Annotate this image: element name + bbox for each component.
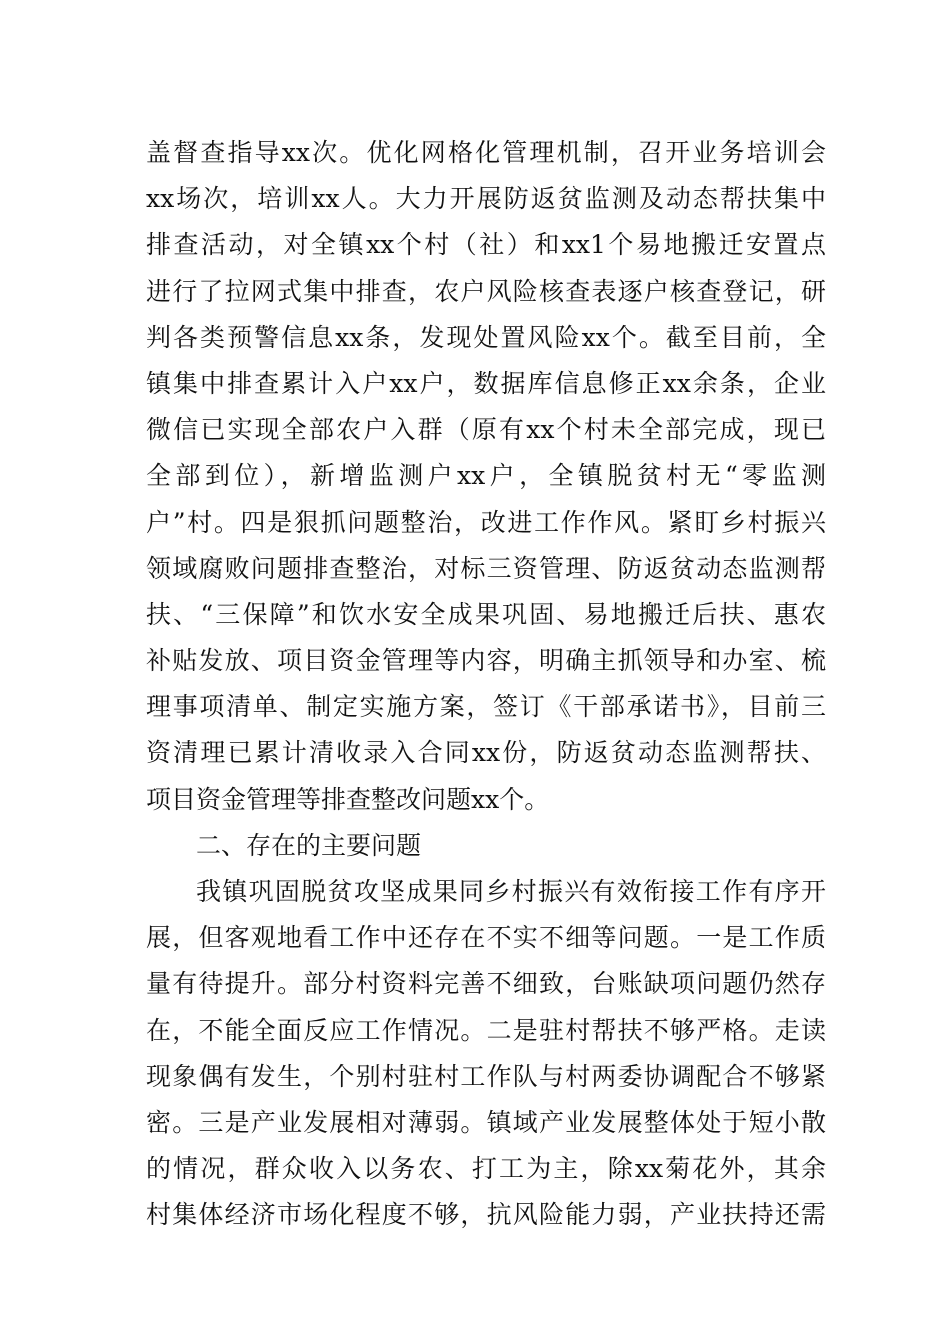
paragraph-line: 理事项清单、制定实施方案，签订《干部承诺书》，目前三 — [146, 692, 826, 722]
paragraph-line: 进行了拉网式集中排查，农户风险核查表逐户核查登记，研 — [146, 276, 826, 306]
paragraph-line: 现象偶有发生，个别村驻村工作队与村两委协调配合不够紧 — [146, 1061, 826, 1091]
paragraph-line: 领域腐败问题排查整治，对标三资管理、防返贫动态监测帮 — [146, 553, 826, 583]
paragraph-line: 我镇巩固脱贫攻坚成果同乡村振兴有效衔接工作有序开 — [196, 877, 826, 906]
paragraph-line: 盖督查指导xx次。优化网格化管理机制，召开业务培训会 — [146, 138, 826, 167]
paragraph-line: 微信已实现全部农户入群（原有xx个村未全部完成，现已 — [146, 415, 826, 445]
paragraph-line: 的情况，群众收入以务农、打工为主，除xx菊花外，其余 — [146, 1154, 826, 1184]
paragraph-line: 密。三是产业发展相对薄弱。镇域产业发展整体处于短小散 — [146, 1107, 826, 1137]
document-body — [146, 130, 826, 1239]
paragraph-line: 项目资金管理等排查整改问题xx个。 — [146, 784, 550, 814]
paragraph-line: 全部到位），新增监测户xx户，全镇脱贫村无“零监测 — [146, 461, 826, 491]
paragraph-line: 资清理已累计清收录入合同xx份，防返贫动态监测帮扶、 — [146, 738, 826, 768]
paragraph-line: 判各类预警信息xx条，发现处置风险xx个。截至目前，全 — [146, 322, 826, 352]
paragraph-line: 镇集中排查累计入户xx户，数据库信息修正xx余条，企业 — [146, 368, 826, 398]
paragraph-line: 村集体经济市场化程度不够，抗风险能力弱，产业扶持还需 — [146, 1200, 826, 1230]
paragraph-line: 量有待提升。部分村资料完善不细致，台账缺项问题仍然存 — [146, 969, 826, 999]
section-heading: 二、存在的主要问题 — [196, 830, 422, 860]
paragraph-line: 展，但客观地看工作中还存在不实不细等问题。一是工作质 — [146, 923, 826, 953]
paragraph-line: xx场次，培训xx人。大力开展防返贫监测及动态帮扶集中 — [146, 184, 826, 214]
paragraph-line: 户”村。四是狠抓问题整治，改进工作作风。紧盯乡村振兴 — [146, 507, 826, 537]
paragraph-line: 排查活动，对全镇xx个村（社）和xx1个易地搬迁安置点 — [146, 230, 826, 260]
paragraph-line: 补贴发放、项目资金管理等内容，明确主抓领导和办室、梳 — [146, 646, 826, 676]
paragraph-line: 在，不能全面反应工作情况。二是驻村帮扶不够严格。走读 — [146, 1015, 826, 1045]
paragraph-line: 扶、“三保障”和饮水安全成果巩固、易地搬迁后扶、惠农 — [146, 599, 826, 629]
